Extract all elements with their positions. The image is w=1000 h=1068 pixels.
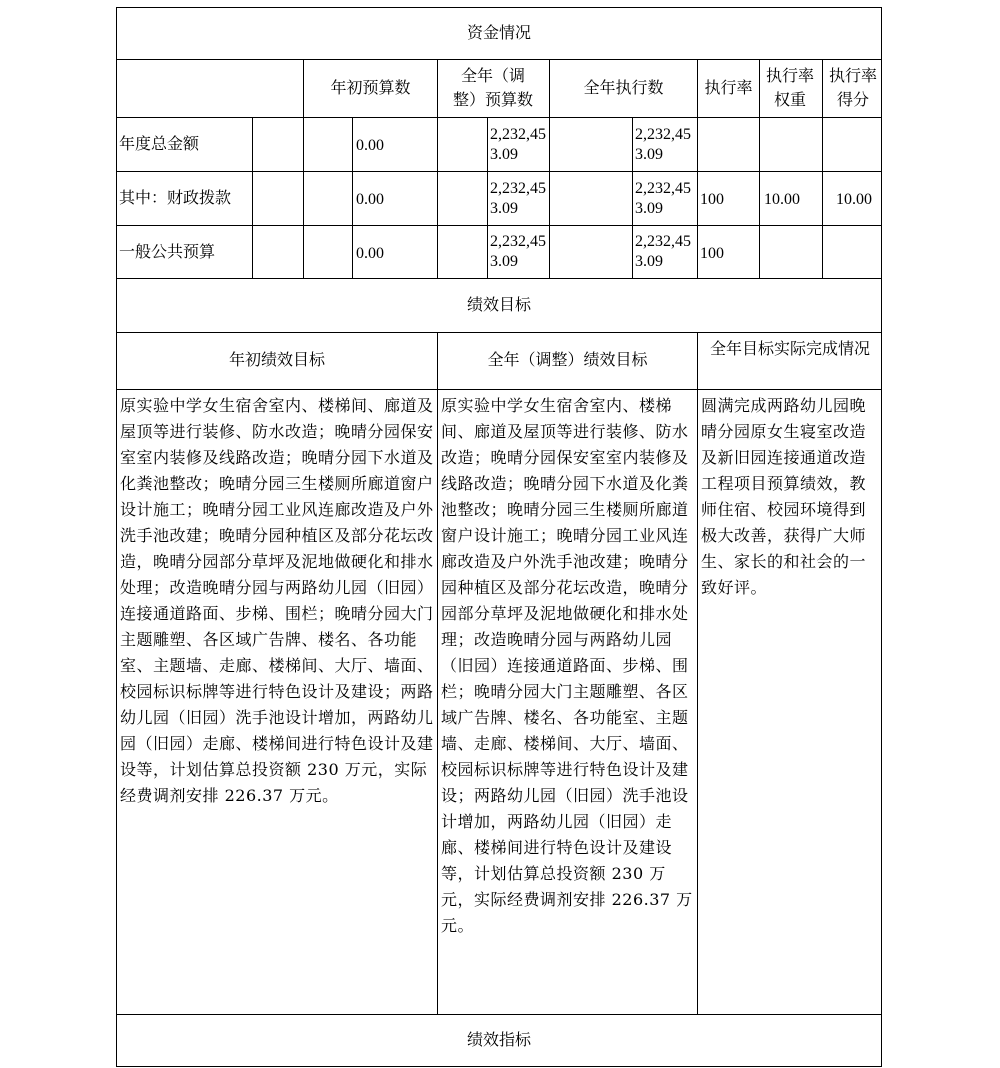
row-label: 一般公共预算 (119, 242, 216, 261)
row-divider (116, 389, 882, 390)
score-value: 10.00 (836, 191, 872, 208)
header-adjusted-goal: 全年（调整）绩效目标 (487, 350, 648, 369)
col-divider (759, 59, 760, 117)
col-divider (303, 117, 304, 278)
rate-value: 100 (700, 191, 724, 208)
section-title-indicators: 绩效指标 (466, 1030, 531, 1049)
row-divider (116, 332, 882, 333)
col-divider (822, 117, 823, 278)
initial-goal-text: 原实验中学女生宿舍室内、楼梯间、廊道及屋顶等进行装修、防水改造；晚晴分园保安室室内装修及线路改造；晚晴分园下水道及化粪池整改；晚晴分园三生楼厕所廊道窗户设计施工；晚晴分园工业风连廊改造及户外洗手池改建；晚晴分园种植区及部分花坛改造，晚晴分园部分草坪及泥地做硬化和排水处理；改造晚晴分园与两路幼儿园（旧园）连接通道路面、步梯、围栏；晚晴分园大门主题雕塑、各区域广告牌、楼名、各功能室、主题墙、走廊、楼梯间、大厅、墙面、校园标识标牌等进行特色设计及建设；两路幼儿园（旧园）洗手池设计增加，两路幼儿园（旧园）走廊、楼梯间进行特色设计及建设等，计划估算总投资额 230 万元，实际经费调剂安排 226.37 万元。 (120, 396, 434, 805)
row-divider (116, 117, 882, 118)
actual-completion-text: 圆满完成两路幼儿园晚晴分园原女生寝室改造及新旧园连接通道改造工程项目预算绩效，教师住宿、校园环境得到极大改善，获得广大师生、家长的和社会的一致好评。 (701, 396, 867, 597)
table-border-right (881, 7, 882, 1067)
col-divider (352, 117, 353, 278)
table-border-top (116, 7, 882, 8)
section-title-goals: 绩效目标 (466, 295, 531, 314)
col-divider (697, 117, 698, 278)
adjusted-value: 2,232,453.09 (490, 126, 546, 163)
header-rate-score: 执行率得分 (828, 66, 877, 109)
header-rate-weight: 执行率权重 (765, 66, 814, 109)
initial-value: 0.00 (356, 137, 384, 154)
row-divider (116, 171, 882, 172)
adjusted-value: 2,232,453.09 (490, 233, 546, 270)
section-title-funds: 资金情况 (466, 23, 531, 42)
weight-value: 10.00 (764, 191, 800, 208)
initial-value: 0.00 (356, 245, 384, 262)
executed-value: 2,232,453.09 (635, 126, 691, 163)
row-divider (116, 278, 882, 279)
header-rate: 执行率 (704, 78, 753, 97)
col-divider (549, 117, 550, 278)
col-divider (437, 117, 438, 278)
adjusted-value: 2,232,453.09 (490, 180, 546, 217)
executed-value: 2,232,453.09 (635, 180, 691, 217)
adjusted-goal-text: 原实验中学女生宿舍室内、楼梯间、廊道及屋顶等进行装修、防水改造；晚晴分园保安室室内装修及线路改造；晚晴分园下水道及化粪池整改；晚晴分园三生楼厕所廊道窗户设计施工；晚晴分园工业风连廊改造及户外洗手池改建；晚晴分园种植区及部分花坛改造，晚晴分园部分草坪及泥地做硬化和排水处理；改造晚晴分园与两路幼儿园（旧园）连接通道路面、步梯、围栏；晚晴分园大门主题雕塑、各区域广告牌、楼名、各功能室、主题墙、走廊、楼梯间、大厅、墙面、校园标识标牌等进行特色设计及建设；两路幼儿园（旧园）洗手池设计增加，两路幼儿园（旧园）走廊、楼梯间进行特色设计及建设等，计划估算总投资额 230 万元，实际经费调剂安排 226.37 万元。 (441, 396, 693, 935)
header-initial-goal: 年初绩效目标 (228, 350, 325, 369)
col-divider (437, 332, 438, 1014)
row-divider (116, 1014, 882, 1015)
executed-value: 2,232,453.09 (635, 233, 691, 270)
initial-value: 0.00 (356, 191, 384, 208)
header-adjusted-budget: 全年（调整）预算数 (452, 66, 533, 109)
col-divider (487, 117, 488, 278)
table-border-bottom (116, 1066, 882, 1067)
col-divider (697, 332, 698, 1014)
row-label: 其中：财政拨款 (119, 188, 232, 207)
row-divider (116, 225, 882, 226)
row-label: 年度总金额 (119, 134, 200, 153)
header-initial-budget: 年初预算数 (330, 78, 411, 97)
header-executed: 全年执行数 (583, 78, 664, 97)
row-divider (116, 59, 882, 60)
table-border-left (116, 7, 117, 1067)
col-divider (632, 117, 633, 278)
col-divider (822, 59, 823, 117)
col-divider (437, 59, 438, 117)
rate-value: 100 (700, 245, 724, 262)
header-actual-completion: 全年目标实际完成情况 (709, 339, 870, 358)
col-divider (759, 117, 760, 278)
col-divider (252, 117, 253, 278)
